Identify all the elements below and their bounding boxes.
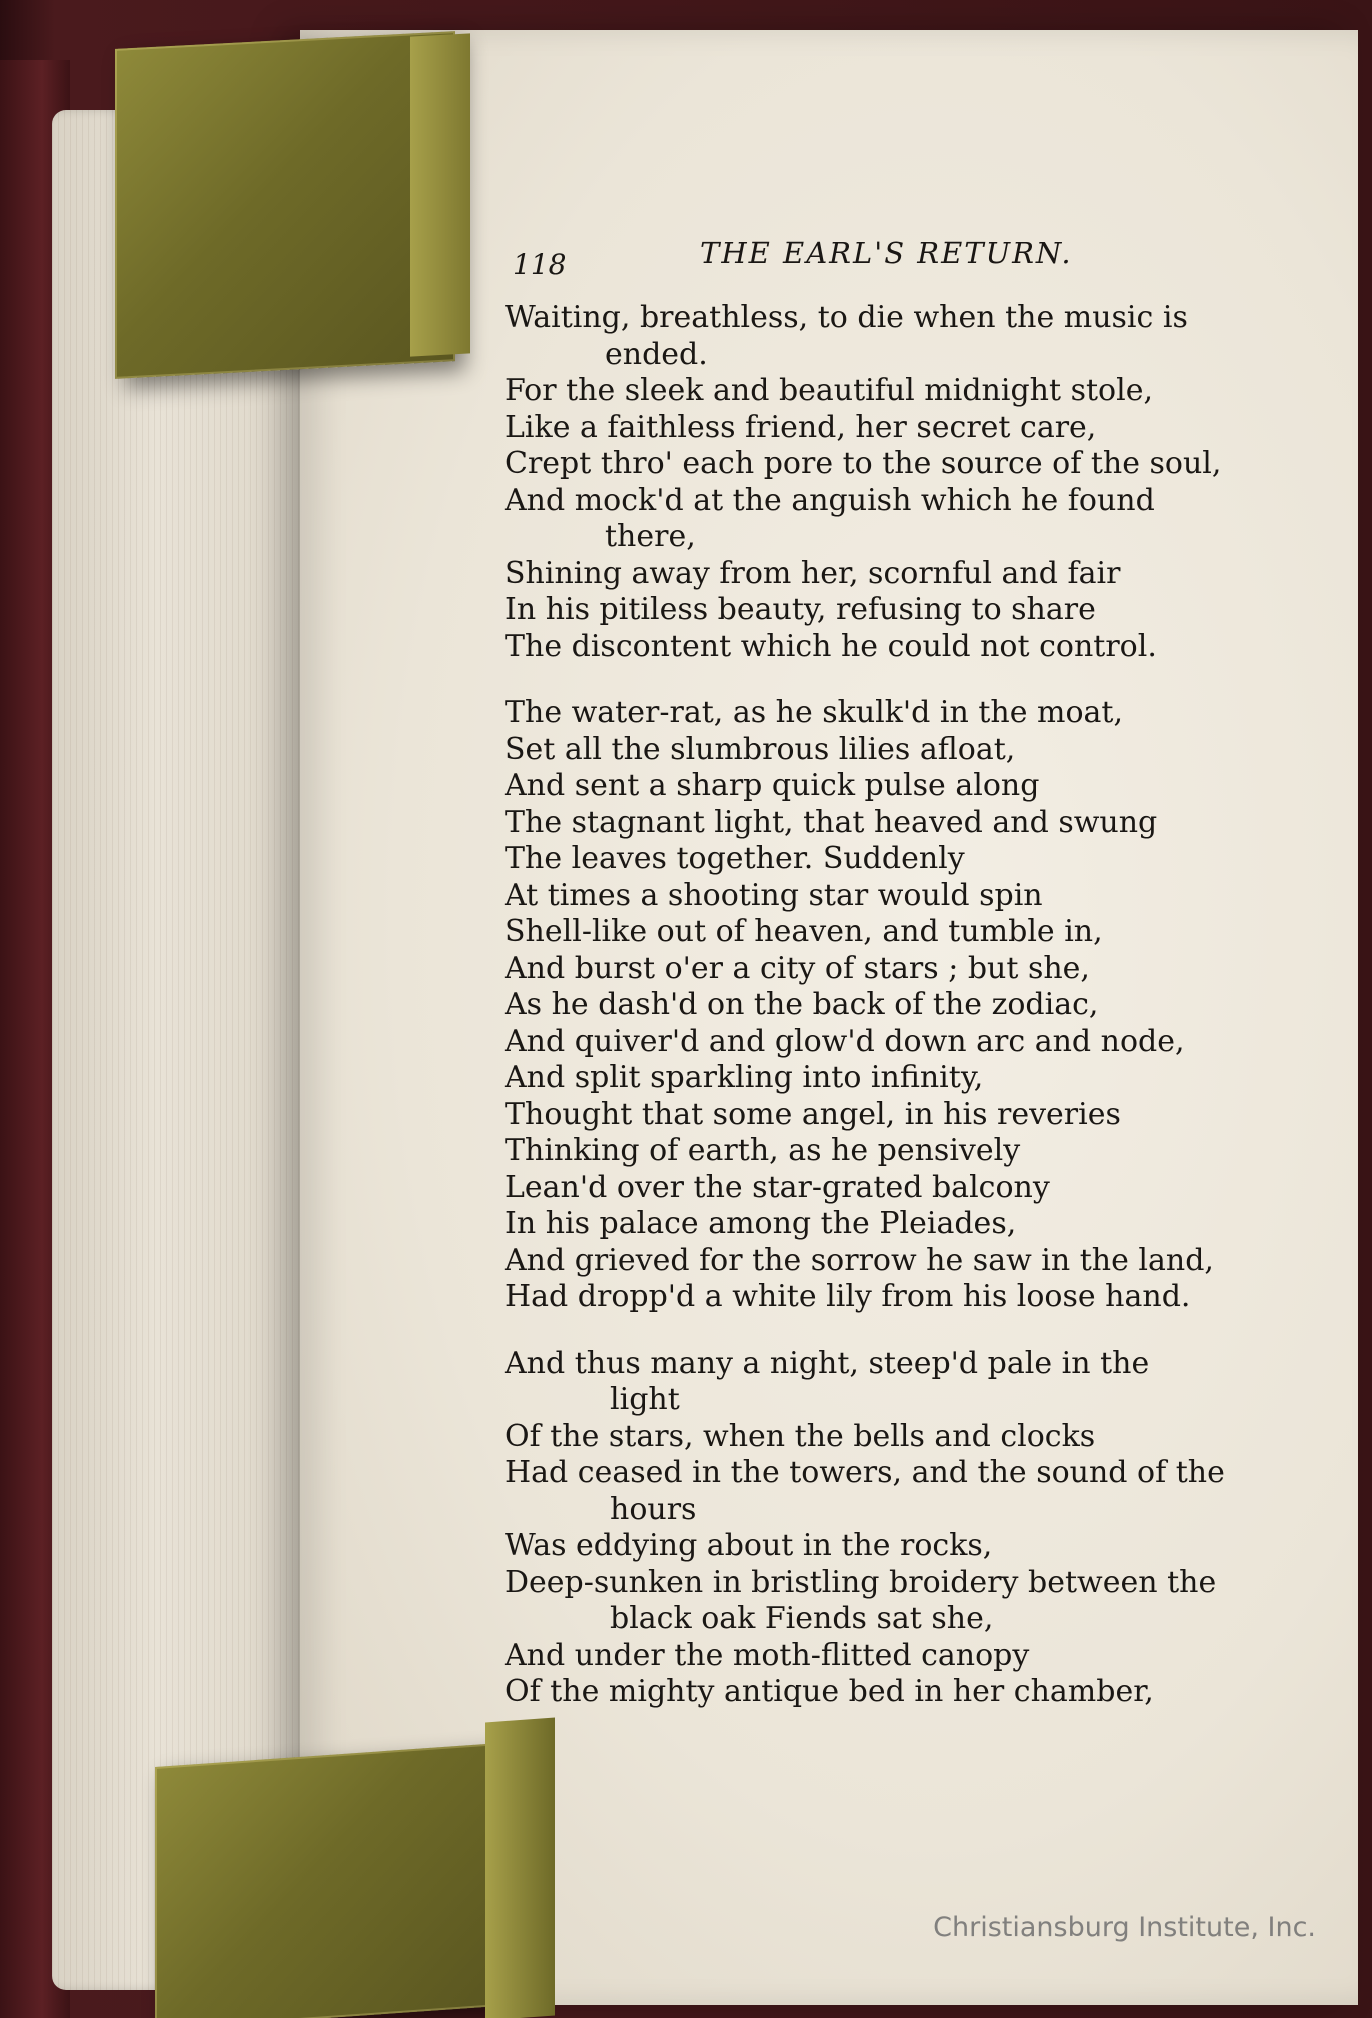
poem-line: In his pitiless beauty, refusing to share	[505, 592, 1096, 627]
poem-line: there,	[605, 519, 696, 554]
poem-line: Of the mighty antique bed in her chamber,	[505, 1674, 1154, 1709]
poem-line: And grieved for the sorrow he saw in the land,	[505, 1242, 1214, 1278]
poem-line: ended.	[605, 336, 708, 372]
poem-line: The water-rat, as he skulk'd in the moat,	[505, 695, 1124, 730]
poem-line: The leaves together. Suddenly	[505, 841, 965, 876]
brass-clip-top	[115, 31, 455, 379]
poem-line: In his palace among the Pleiades,	[505, 1206, 1017, 1241]
poem-line: Set all the slumbrous lilies afloat,	[505, 731, 1016, 767]
stanza	[505, 695, 1305, 1316]
stanza	[505, 300, 1305, 665]
poem-line: Like a faithless friend, her secret care,	[505, 409, 1097, 445]
poem-body	[505, 300, 1305, 1711]
page-number: 118	[513, 248, 567, 281]
poem-line: At times a shooting star would spin	[505, 877, 1043, 913]
stanza	[505, 1346, 1305, 1711]
poem-line: For the sleek and beautiful midnight stole,	[505, 373, 1153, 408]
poem-line: Waiting, breathless, to die when the music is	[505, 300, 1188, 335]
poem-line: Shell-like out of heaven, and tumble in,	[505, 914, 1103, 949]
poem-line: hours	[610, 1491, 697, 1527]
poem-line: Had ceased in the towers, and the sound of the	[505, 1455, 1225, 1490]
poem-line: And sent a sharp quick pulse along	[505, 768, 1040, 803]
poem-line: The stagnant light, that heaved and swung	[505, 804, 1158, 840]
poem-line: And mock'd at the anguish which he found	[505, 482, 1155, 518]
poem-line: And split sparkling into infinity,	[505, 1060, 984, 1095]
poem-line: As he dash'd on the back of the zodiac,	[505, 987, 1099, 1022]
brass-clip-bottom	[155, 1743, 500, 2018]
poem-line: Shining away from her, scornful and fair	[505, 555, 1121, 591]
poem-line: Of the stars, when the bells and clocks	[505, 1418, 1096, 1454]
watermark: Christiansburg Institute, Inc.	[933, 1912, 1316, 1943]
poem-line: And under the moth-flitted canopy	[505, 1637, 1030, 1673]
poem-line: And burst o'er a city of stars ; but she,	[505, 950, 1090, 986]
poem-line: Thought that some angel, in his reveries	[505, 1096, 1121, 1132]
poem-line: Deep-sunken in bristling broidery between the	[505, 1564, 1217, 1600]
running-title: THE EARL'S RETURN.	[700, 236, 1073, 270]
poem-line: Lean'd over the star-grated balcony	[505, 1169, 1050, 1205]
poem-line: Was eddying about in the rocks,	[505, 1528, 993, 1563]
poem-line: Thinking of earth, as he pensively	[505, 1133, 1021, 1168]
page-block-edge	[52, 110, 312, 1990]
poem-line: Had dropp'd a white lily from his loose hand.	[505, 1279, 1191, 1314]
poem-line: And thus many a night, steep'd pale in the	[505, 1345, 1150, 1381]
poem-line: The discontent which he could not control.	[505, 628, 1157, 664]
page-text	[505, 230, 1305, 1741]
page-header	[505, 230, 1305, 290]
poem-line: And quiver'd and glow'd down arc and node,	[505, 1023, 1185, 1059]
brass-clip-bottom-side	[485, 1718, 555, 2018]
poem-line: black oak Fiends sat she,	[610, 1601, 994, 1636]
poem-line: Crept thro' each pore to the source of the soul,	[505, 446, 1222, 481]
brass-clip-top-side	[410, 33, 470, 356]
poem-line: light	[610, 1382, 680, 1417]
